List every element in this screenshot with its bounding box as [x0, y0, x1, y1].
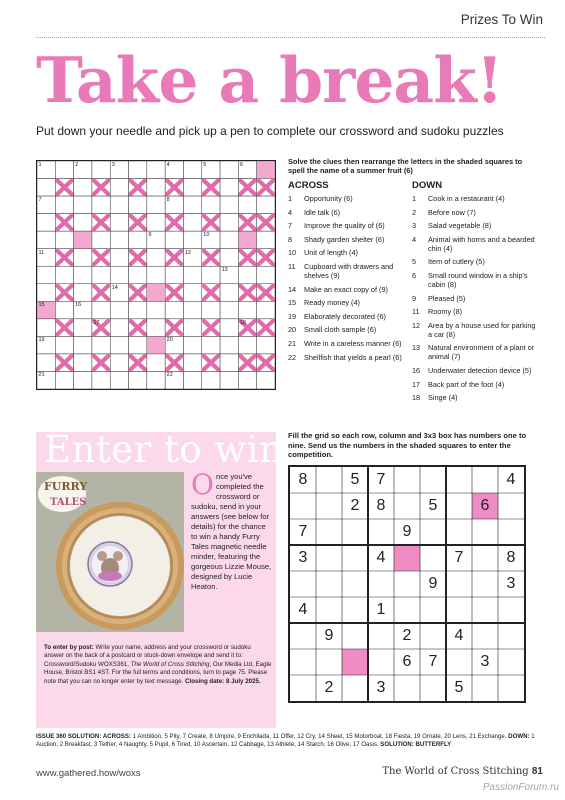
sudoku-cell[interactable]: 1 [376, 601, 386, 618]
clue-item [288, 208, 404, 217]
competition-text [191, 468, 273, 592]
sudoku-cell[interactable] [342, 649, 368, 675]
clue-text: Idle talk (6) [304, 207, 341, 217]
clue-number: 1 [288, 194, 293, 203]
crossword-grid [36, 160, 276, 390]
clue-item [412, 235, 537, 253]
sudoku-cell[interactable] [446, 519, 472, 545]
clue-item [412, 321, 537, 339]
clue-number: 22 [288, 352, 297, 362]
logo-text-1: FURRY [44, 480, 88, 493]
sudoku-cell[interactable] [394, 545, 420, 571]
closing-date: 8 July 2025. [224, 677, 261, 685]
crossword-clue-number: 17 [93, 319, 100, 326]
sudoku-cell[interactable] [472, 675, 498, 701]
clue-text: Shellfish that yields a pearl (6) [304, 352, 402, 362]
sudoku-cell[interactable] [368, 519, 394, 545]
sudoku-cell[interactable]: 4 [506, 471, 516, 488]
sudoku-cell[interactable] [394, 493, 420, 519]
crossword-clue-number: 22 [166, 372, 173, 379]
sudoku-cell[interactable] [368, 571, 394, 597]
crossword-clue-number: 12 [184, 249, 192, 256]
sudoku-cell[interactable] [472, 519, 498, 545]
sudoku-cell[interactable] [498, 493, 524, 519]
sudoku-cell[interactable]: 7 [376, 471, 386, 488]
clue-item [412, 194, 537, 203]
sudoku-cell[interactable] [342, 571, 368, 597]
post-text: Write your name, address and your crossword or sudoku answer on the back of a postcard or stuck-down envelope and send it to: Crossword/Sudoku WOXS361, [44, 644, 251, 668]
entry-instructions [44, 644, 272, 686]
clue-number: 12 [412, 320, 421, 330]
clue-text: Unit of length (4) [304, 248, 358, 258]
header-divider [36, 37, 545, 38]
clue-number: 14 [288, 284, 297, 294]
clue-number: 13 [412, 343, 421, 353]
clue-item [288, 353, 404, 362]
sudoku-cell[interactable]: 2 [350, 497, 360, 514]
clue-text: Small cloth sample (6) [304, 325, 377, 335]
clue-item [288, 221, 404, 230]
clue-number: 4 [412, 234, 417, 244]
crossword-clue-number: 8 [166, 197, 170, 204]
sudoku-cell[interactable] [316, 467, 342, 493]
sudoku-cell[interactable]: 4 [298, 601, 308, 618]
clue-number: 2 [412, 207, 417, 217]
clue-number: 17 [412, 379, 421, 389]
closing-label: Closing date: [185, 677, 225, 685]
sudoku-cell[interactable] [446, 467, 472, 493]
post-label: To enter by post: [44, 644, 94, 651]
clue-number: 11 [288, 261, 296, 271]
clue-item [288, 325, 404, 334]
sudoku-cell[interactable] [316, 649, 342, 675]
section-tag: Prizes To Win [460, 12, 543, 27]
across-heading: ACROSS [288, 180, 329, 191]
clue-text: Shady garden shelter (6) [304, 234, 385, 244]
sudoku-cell[interactable] [420, 597, 446, 623]
clue-number: 10 [288, 248, 297, 258]
clue-item [288, 339, 404, 348]
sudoku-cell[interactable]: 6 [480, 497, 490, 514]
clue-text: Animal with horns and a bearded chin (4) [428, 234, 535, 253]
clue-number: 4 [288, 207, 293, 217]
clue-item [288, 194, 404, 203]
clue-item [412, 393, 537, 402]
watermark: PassionForum.ru [482, 782, 559, 793]
clue-text: Area by a house used for parking a car (8) [428, 320, 536, 339]
clue-number: 16 [412, 365, 421, 375]
clue-item [412, 221, 537, 230]
clue-text: Ready money (4) [304, 298, 360, 308]
footer-magazine [382, 766, 543, 777]
sudoku-cell[interactable]: 2 [402, 627, 412, 644]
sudoku-cell[interactable]: 3 [298, 549, 308, 566]
solution-label: ISSUE 360 SOLUTION: ACROSS: [36, 733, 131, 740]
sudoku-cell[interactable] [446, 493, 472, 519]
clue-number: 6 [412, 270, 417, 280]
clue-item [288, 248, 404, 257]
crossword-clue-number: 6 [239, 162, 243, 168]
crossword-instructions: Solve the clues then rearrange the letters in the shaded squares to spell the name of a summer fruit (6) [288, 157, 523, 175]
page-number: 81 [531, 766, 543, 777]
sudoku-cell[interactable] [498, 649, 524, 675]
clue-number: 5 [412, 257, 417, 267]
sudoku-instructions: Fill the grid so each row, column and 3x3 box has numbers one to nine. Send us the numbers in the shaded squares to enter the competition. [288, 431, 527, 459]
clue-text: Singe (4) [428, 393, 458, 403]
sudoku-cells [290, 467, 524, 701]
sudoku-cell[interactable] [290, 493, 316, 519]
footer-url[interactable]: www.gathered.how/woxs [36, 768, 141, 779]
clue-text: Small round window in a ship's cabin (8) [428, 270, 528, 289]
across-list [288, 194, 404, 362]
clue-number: 20 [288, 325, 297, 335]
crossword-clue-number: 18 [239, 319, 246, 326]
crossword-clue-number: 19 [38, 337, 45, 344]
crossword-clue-number: 11 [38, 249, 45, 256]
sudoku-cell[interactable] [394, 571, 420, 597]
sudoku-cell[interactable]: 2 [324, 679, 334, 696]
sudoku-cell[interactable] [368, 623, 394, 649]
sudoku-cell[interactable]: 7 [298, 523, 308, 540]
clue-item [288, 312, 404, 321]
sudoku-cell[interactable]: 6 [402, 653, 412, 670]
sudoku-cell[interactable]: 8 [376, 497, 386, 514]
clue-text: Roomy (8) [428, 307, 463, 317]
clue-item [412, 380, 537, 389]
crossword-clue-number: 16 [75, 302, 82, 309]
sudoku-cell[interactable]: 7 [454, 549, 464, 566]
down-clues [412, 181, 537, 407]
clue-text: Natural environment of a plant or animal (7) [428, 343, 535, 362]
page-title: Take a break! [36, 43, 503, 117]
crossword-clue-number: 9 [148, 232, 152, 239]
sudoku-cell[interactable]: 7 [428, 653, 438, 670]
sudoku-cell[interactable]: 5 [428, 497, 438, 514]
sudoku-cell[interactable] [446, 571, 472, 597]
clue-text: Pleased (5) [428, 293, 466, 303]
crossword-clue-number: 5 [203, 162, 207, 168]
sudoku-cell[interactable]: 8 [298, 471, 308, 488]
clue-number: 3 [412, 221, 417, 231]
sudoku-cell[interactable] [316, 571, 342, 597]
clue-text: Underwater detection device (5) [428, 365, 532, 375]
crossword-numbers [37, 161, 275, 389]
crossword-clue-number: 1 [38, 162, 42, 168]
solution-across: 1 Ambition, 5 Pity, 7 Create, 8 Umpire, 9 Enchilada, 11 Offer, 12 Cry, 14 Sheet, 15 Motorboat, 18 Fiesta, 19 Ornate, 20 Lens, 21 Exchange. [130, 733, 507, 740]
clue-number: 8 [288, 234, 293, 244]
down-list [412, 194, 537, 402]
sudoku-cell[interactable]: 3 [480, 653, 490, 670]
sudoku-cell[interactable] [342, 519, 368, 545]
clue-item [412, 208, 537, 217]
sudoku-cell[interactable] [420, 675, 446, 701]
sudoku-cell[interactable]: 4 [376, 549, 386, 566]
sudoku-cell[interactable] [420, 519, 446, 545]
magazine-name: The World of Cross Stitching [382, 766, 529, 777]
clue-number: 18 [412, 393, 421, 403]
sudoku-cell[interactable]: 5 [454, 679, 464, 696]
crossword-clue-number: 14 [111, 284, 118, 291]
sudoku-cell[interactable] [290, 675, 316, 701]
solution-answer-label: SOLUTION: [380, 741, 414, 749]
competition-title: Enter to win! [44, 428, 299, 471]
competition-panel [36, 428, 299, 728]
crossword-clue-number: 20 [166, 337, 173, 344]
clue-item [288, 298, 404, 307]
clue-text: Cook in a restaurant (4) [428, 194, 505, 203]
sudoku-cell[interactable] [394, 467, 420, 493]
clue-number: 15 [288, 298, 297, 308]
prize-photo [36, 472, 184, 632]
crossword-clue-number: 2 [75, 162, 79, 168]
logo-text-2: TALES [50, 497, 87, 508]
post-text-2: , Our Media Ltd, Eagle House, Bristol BS1 4ST. For the full terms and conditions, turn to page 75. Please note that you can no longer enter by text message. [44, 660, 272, 685]
dropcap: O [191, 468, 214, 501]
sudoku-cell[interactable] [472, 623, 498, 649]
sudoku-cell[interactable] [498, 519, 524, 545]
sudoku-cell[interactable]: 5 [350, 471, 360, 488]
sudoku-cell[interactable] [472, 597, 498, 623]
crossword-clue-number: 4 [166, 162, 170, 168]
sudoku-cell[interactable] [472, 467, 498, 493]
solution-answer: BUTTERFLY [413, 741, 452, 749]
sudoku-cell[interactable] [420, 467, 446, 493]
sudoku-cell[interactable]: 9 [402, 523, 412, 540]
clue-item [288, 285, 404, 294]
crossword-clue-number: 7 [38, 197, 42, 204]
sudoku-cell[interactable] [472, 545, 498, 571]
sudoku-cell[interactable]: 3 [376, 679, 386, 696]
sudoku-cell[interactable] [498, 623, 524, 649]
sudoku-cell[interactable] [290, 623, 316, 649]
clue-item [412, 366, 537, 375]
clue-item [412, 257, 537, 266]
clue-text: Before now (7) [428, 207, 476, 217]
sudoku-cell[interactable] [290, 649, 316, 675]
sudoku-cell[interactable] [342, 675, 368, 701]
clue-text: Back part of the foot (4) [428, 379, 505, 389]
sudoku-cell[interactable]: 8 [506, 549, 516, 566]
clue-number: 21 [288, 338, 297, 348]
across-clues [288, 181, 404, 366]
sudoku-cell[interactable]: 4 [454, 627, 464, 644]
clue-text: Elaborately decorated (6) [304, 311, 386, 321]
crossword-clue-number: 3 [111, 162, 115, 168]
clue-text: Improve the quality of (6) [304, 221, 385, 231]
sudoku-cell[interactable] [394, 675, 420, 701]
clue-item [288, 262, 404, 280]
sudoku-cell[interactable] [420, 623, 446, 649]
clue-text: Salad vegetable (8) [428, 221, 492, 231]
competition-body: nce you've completed the crossword or sudoku, send in your answers (see below for details) for the chance to win a handy Furry Tales magnetic needle minder, featuring the gorgeous Lizzie Mouse, designed by Lucie Heaton. [191, 472, 272, 591]
clue-item [412, 343, 537, 361]
sudoku-cell[interactable] [290, 571, 316, 597]
sudoku-cell[interactable]: 3 [506, 575, 516, 592]
post-magazine: The World of Cross Stitching [130, 660, 210, 668]
sudoku-cell[interactable] [342, 545, 368, 571]
clue-item [412, 294, 537, 303]
clue-text: Opportunity (6) [304, 194, 353, 203]
clue-number: 11 [412, 307, 420, 317]
sudoku-grid [288, 465, 526, 703]
clue-number: 7 [288, 221, 293, 231]
clue-number: 9 [412, 293, 417, 303]
sudoku-cell[interactable] [472, 571, 498, 597]
clue-item [288, 235, 404, 244]
sudoku-cell[interactable] [316, 493, 342, 519]
sudoku-cell[interactable] [420, 545, 446, 571]
solution-down-label: DOWN: [508, 733, 530, 740]
crossword-clue-number: 13 [221, 267, 228, 274]
sudoku-cell[interactable] [316, 519, 342, 545]
sudoku-cell[interactable] [498, 675, 524, 701]
sudoku-cell[interactable] [368, 649, 394, 675]
sudoku-cell[interactable] [342, 597, 368, 623]
clue-item [412, 271, 537, 289]
sudoku-cell[interactable] [394, 597, 420, 623]
previous-solution [36, 733, 536, 750]
crossword-clue-number: 10 [203, 232, 210, 239]
solution-down: 1 Auction, 2 Breakfast, 3 Tether, 4 Naughty, 5 Pupil, 6 Tired, 10 Ascertain, 12 Cabbage, 13 Athlete, 14 Starch, 16 Olive, 17 Oasis. [36, 733, 535, 749]
sudoku-cell[interactable] [446, 649, 472, 675]
crossword-clue-number: 21 [38, 372, 45, 379]
sudoku-cell[interactable] [316, 597, 342, 623]
clue-text: Cupboard with drawers and shelves (9) [304, 261, 394, 280]
clue-number: 19 [288, 311, 297, 321]
sudoku-cell[interactable] [342, 623, 368, 649]
crossword-clue-number: 15 [38, 302, 45, 309]
clue-number: 1 [412, 194, 417, 203]
down-heading: DOWN [412, 180, 443, 191]
furry-tales-logo [36, 472, 94, 518]
sudoku-cell[interactable]: 9 [428, 575, 438, 592]
clue-text: Write in a careless manner (6) [304, 338, 402, 348]
sudoku-cell[interactable] [446, 597, 472, 623]
clue-text: Make an exact copy of (9) [304, 284, 388, 294]
sudoku-cell[interactable] [498, 597, 524, 623]
sudoku-cell[interactable] [316, 545, 342, 571]
clue-item [412, 307, 537, 316]
sudoku-cell[interactable]: 9 [324, 627, 334, 644]
clue-text: Item of cutlery (5) [428, 257, 485, 267]
intro-text: Put down your needle and pick up a pen to complete our crossword and sudoku puzzles [36, 124, 504, 138]
